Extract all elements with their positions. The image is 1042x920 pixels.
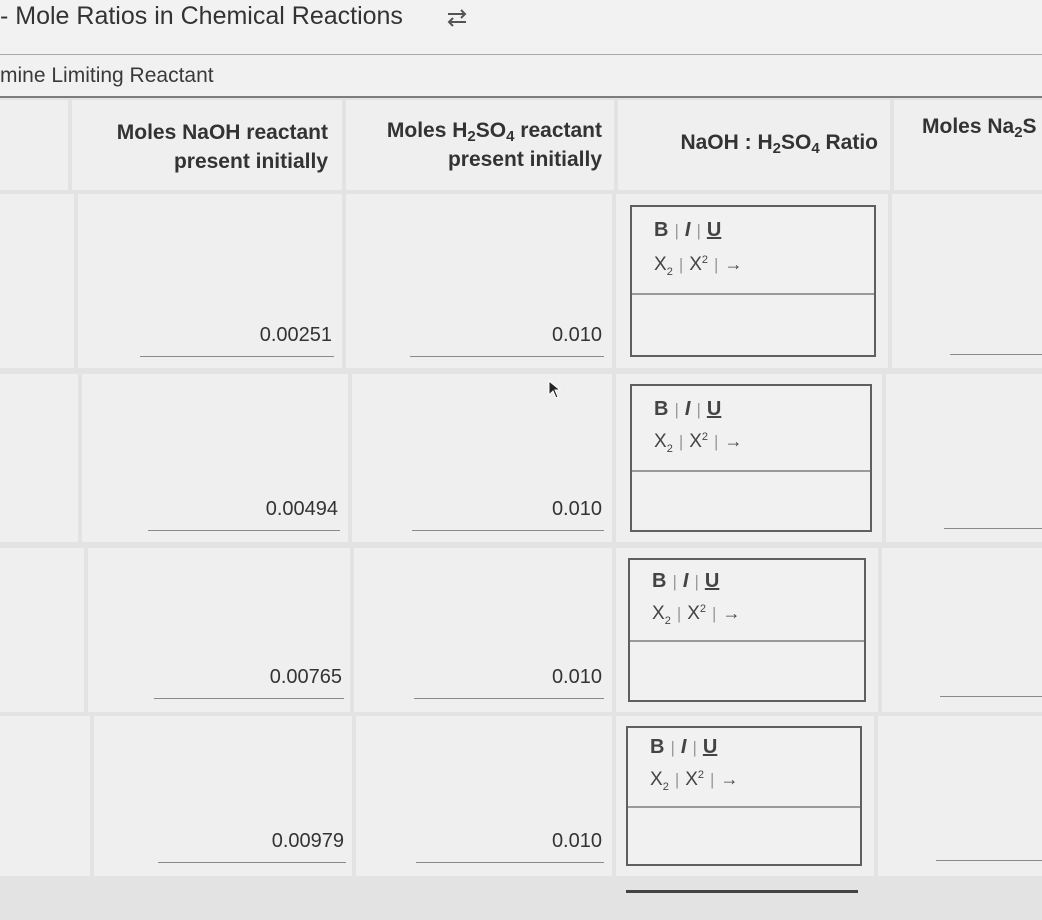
arrow-button[interactable]: → bbox=[720, 769, 739, 789]
h2so4-underline bbox=[412, 530, 604, 531]
h2so4-value[interactable]: 0.010 bbox=[551, 666, 602, 688]
row-cell bbox=[0, 548, 84, 712]
naoh-underline bbox=[140, 356, 334, 357]
ratio-editor[interactable] bbox=[630, 205, 876, 357]
underline-button[interactable]: U bbox=[706, 219, 722, 241]
bold-button[interactable]: B bbox=[652, 570, 667, 592]
italic-button[interactable]: I bbox=[684, 398, 691, 420]
toolbar-separator: | bbox=[712, 604, 717, 623]
header-na2so4: Moles $Na_2S$ bbox=[922, 115, 1037, 141]
editor-toolbar bbox=[628, 728, 860, 808]
underline-button[interactable]: U bbox=[704, 570, 720, 592]
toolbar-separator: | bbox=[692, 738, 697, 757]
na2so4-underline bbox=[940, 696, 1042, 697]
h2so4-underline bbox=[414, 698, 604, 699]
na2so4-underline bbox=[936, 860, 1042, 861]
toolbar-separator: | bbox=[670, 738, 675, 757]
row-cell bbox=[886, 374, 1042, 542]
naoh-value[interactable]: 0.00251 bbox=[259, 324, 332, 346]
toolbar-separator: | bbox=[678, 255, 684, 274]
superscript-button[interactable]: $X^2$ bbox=[687, 602, 707, 624]
editor-toolbar bbox=[632, 386, 870, 472]
h2so4-value[interactable]: 0.010 bbox=[551, 830, 602, 852]
toolbar-separator: | bbox=[714, 432, 719, 451]
row-cell bbox=[0, 716, 90, 876]
subscript-button[interactable]: $X_2$ bbox=[652, 603, 671, 627]
arrow-button[interactable]: → bbox=[724, 431, 743, 451]
ratio-editor[interactable] bbox=[626, 726, 862, 866]
editor-toolbar bbox=[632, 207, 874, 295]
header-ratio: NaOH : $H_2SO_4$ Ratio bbox=[680, 131, 878, 157]
arrow-button[interactable]: → bbox=[722, 603, 741, 623]
bold-button[interactable]: B bbox=[650, 736, 665, 758]
ratio-editor[interactable] bbox=[630, 384, 872, 532]
toolbar-separator: | bbox=[696, 221, 701, 240]
na2so4-underline bbox=[950, 354, 1042, 355]
h2so4-value[interactable]: 0.010 bbox=[551, 324, 602, 346]
ratio-input[interactable] bbox=[632, 295, 874, 355]
superscript-button[interactable]: $X^2$ bbox=[689, 430, 709, 452]
toolbar-separator: | bbox=[676, 604, 682, 623]
naoh-underline bbox=[158, 862, 346, 863]
next-editor-border bbox=[626, 890, 858, 893]
toolbar-separator: | bbox=[674, 770, 680, 789]
ratio-input[interactable] bbox=[628, 808, 860, 864]
header-cell-blank bbox=[0, 100, 68, 190]
underline-button[interactable]: U bbox=[702, 736, 718, 758]
na2so4-underline bbox=[944, 528, 1042, 529]
ratio-editor[interactable] bbox=[628, 558, 866, 702]
subscript-button[interactable]: $X_2$ bbox=[654, 431, 673, 455]
h2so4-underline bbox=[416, 862, 604, 863]
swap-arrows-icon[interactable] bbox=[444, 6, 470, 30]
h2so4-value[interactable]: 0.010 bbox=[551, 498, 602, 520]
editor-toolbar bbox=[630, 560, 864, 642]
toolbar-separator: | bbox=[694, 572, 699, 591]
row-cell bbox=[882, 548, 1042, 712]
row-cell bbox=[0, 374, 78, 542]
ratio-input[interactable] bbox=[632, 472, 870, 530]
subscript-button[interactable]: $X_2$ bbox=[650, 769, 669, 793]
header-h2so4: Moles $H_2SO_4$ reactant present initially bbox=[386, 119, 602, 171]
title-divider bbox=[0, 54, 1042, 55]
header-naoh: Moles NaOH reactant present initially bbox=[116, 121, 328, 173]
bold-button[interactable]: B bbox=[654, 219, 669, 241]
toolbar-separator: | bbox=[672, 572, 677, 591]
underline-button[interactable]: U bbox=[706, 398, 722, 420]
naoh-underline bbox=[148, 530, 340, 531]
data-table bbox=[0, 98, 1042, 920]
italic-button[interactable]: I bbox=[682, 570, 689, 592]
toolbar-separator: | bbox=[714, 255, 719, 274]
page-title: - Mole Ratios in Chemical Reactions bbox=[0, 2, 403, 30]
toolbar-separator: | bbox=[674, 221, 679, 240]
superscript-button[interactable]: $X^2$ bbox=[685, 768, 705, 790]
naoh-value[interactable]: 0.00765 bbox=[269, 666, 342, 688]
naoh-underline bbox=[154, 698, 344, 699]
ratio-input[interactable] bbox=[630, 642, 864, 700]
toolbar-separator: | bbox=[674, 400, 679, 419]
row-cell bbox=[0, 194, 74, 368]
toolbar-separator: | bbox=[710, 770, 715, 789]
arrow-button[interactable]: → bbox=[724, 254, 743, 274]
section-title: mine Limiting Reactant bbox=[0, 64, 214, 87]
italic-button[interactable]: I bbox=[684, 219, 691, 241]
naoh-value[interactable]: 0.00494 bbox=[265, 498, 338, 520]
superscript-button[interactable]: $X^2$ bbox=[689, 253, 709, 275]
naoh-value[interactable]: 0.00979 bbox=[271, 830, 344, 852]
subscript-button[interactable]: $X_2$ bbox=[654, 254, 673, 278]
toolbar-separator: | bbox=[678, 432, 684, 451]
bold-button[interactable]: B bbox=[654, 398, 669, 420]
mouse-pointer-icon bbox=[548, 380, 562, 400]
row-cell bbox=[892, 194, 1042, 368]
h2so4-underline bbox=[410, 356, 604, 357]
row-cell bbox=[878, 716, 1042, 876]
toolbar-separator: | bbox=[696, 400, 701, 419]
italic-button[interactable]: I bbox=[680, 736, 687, 758]
